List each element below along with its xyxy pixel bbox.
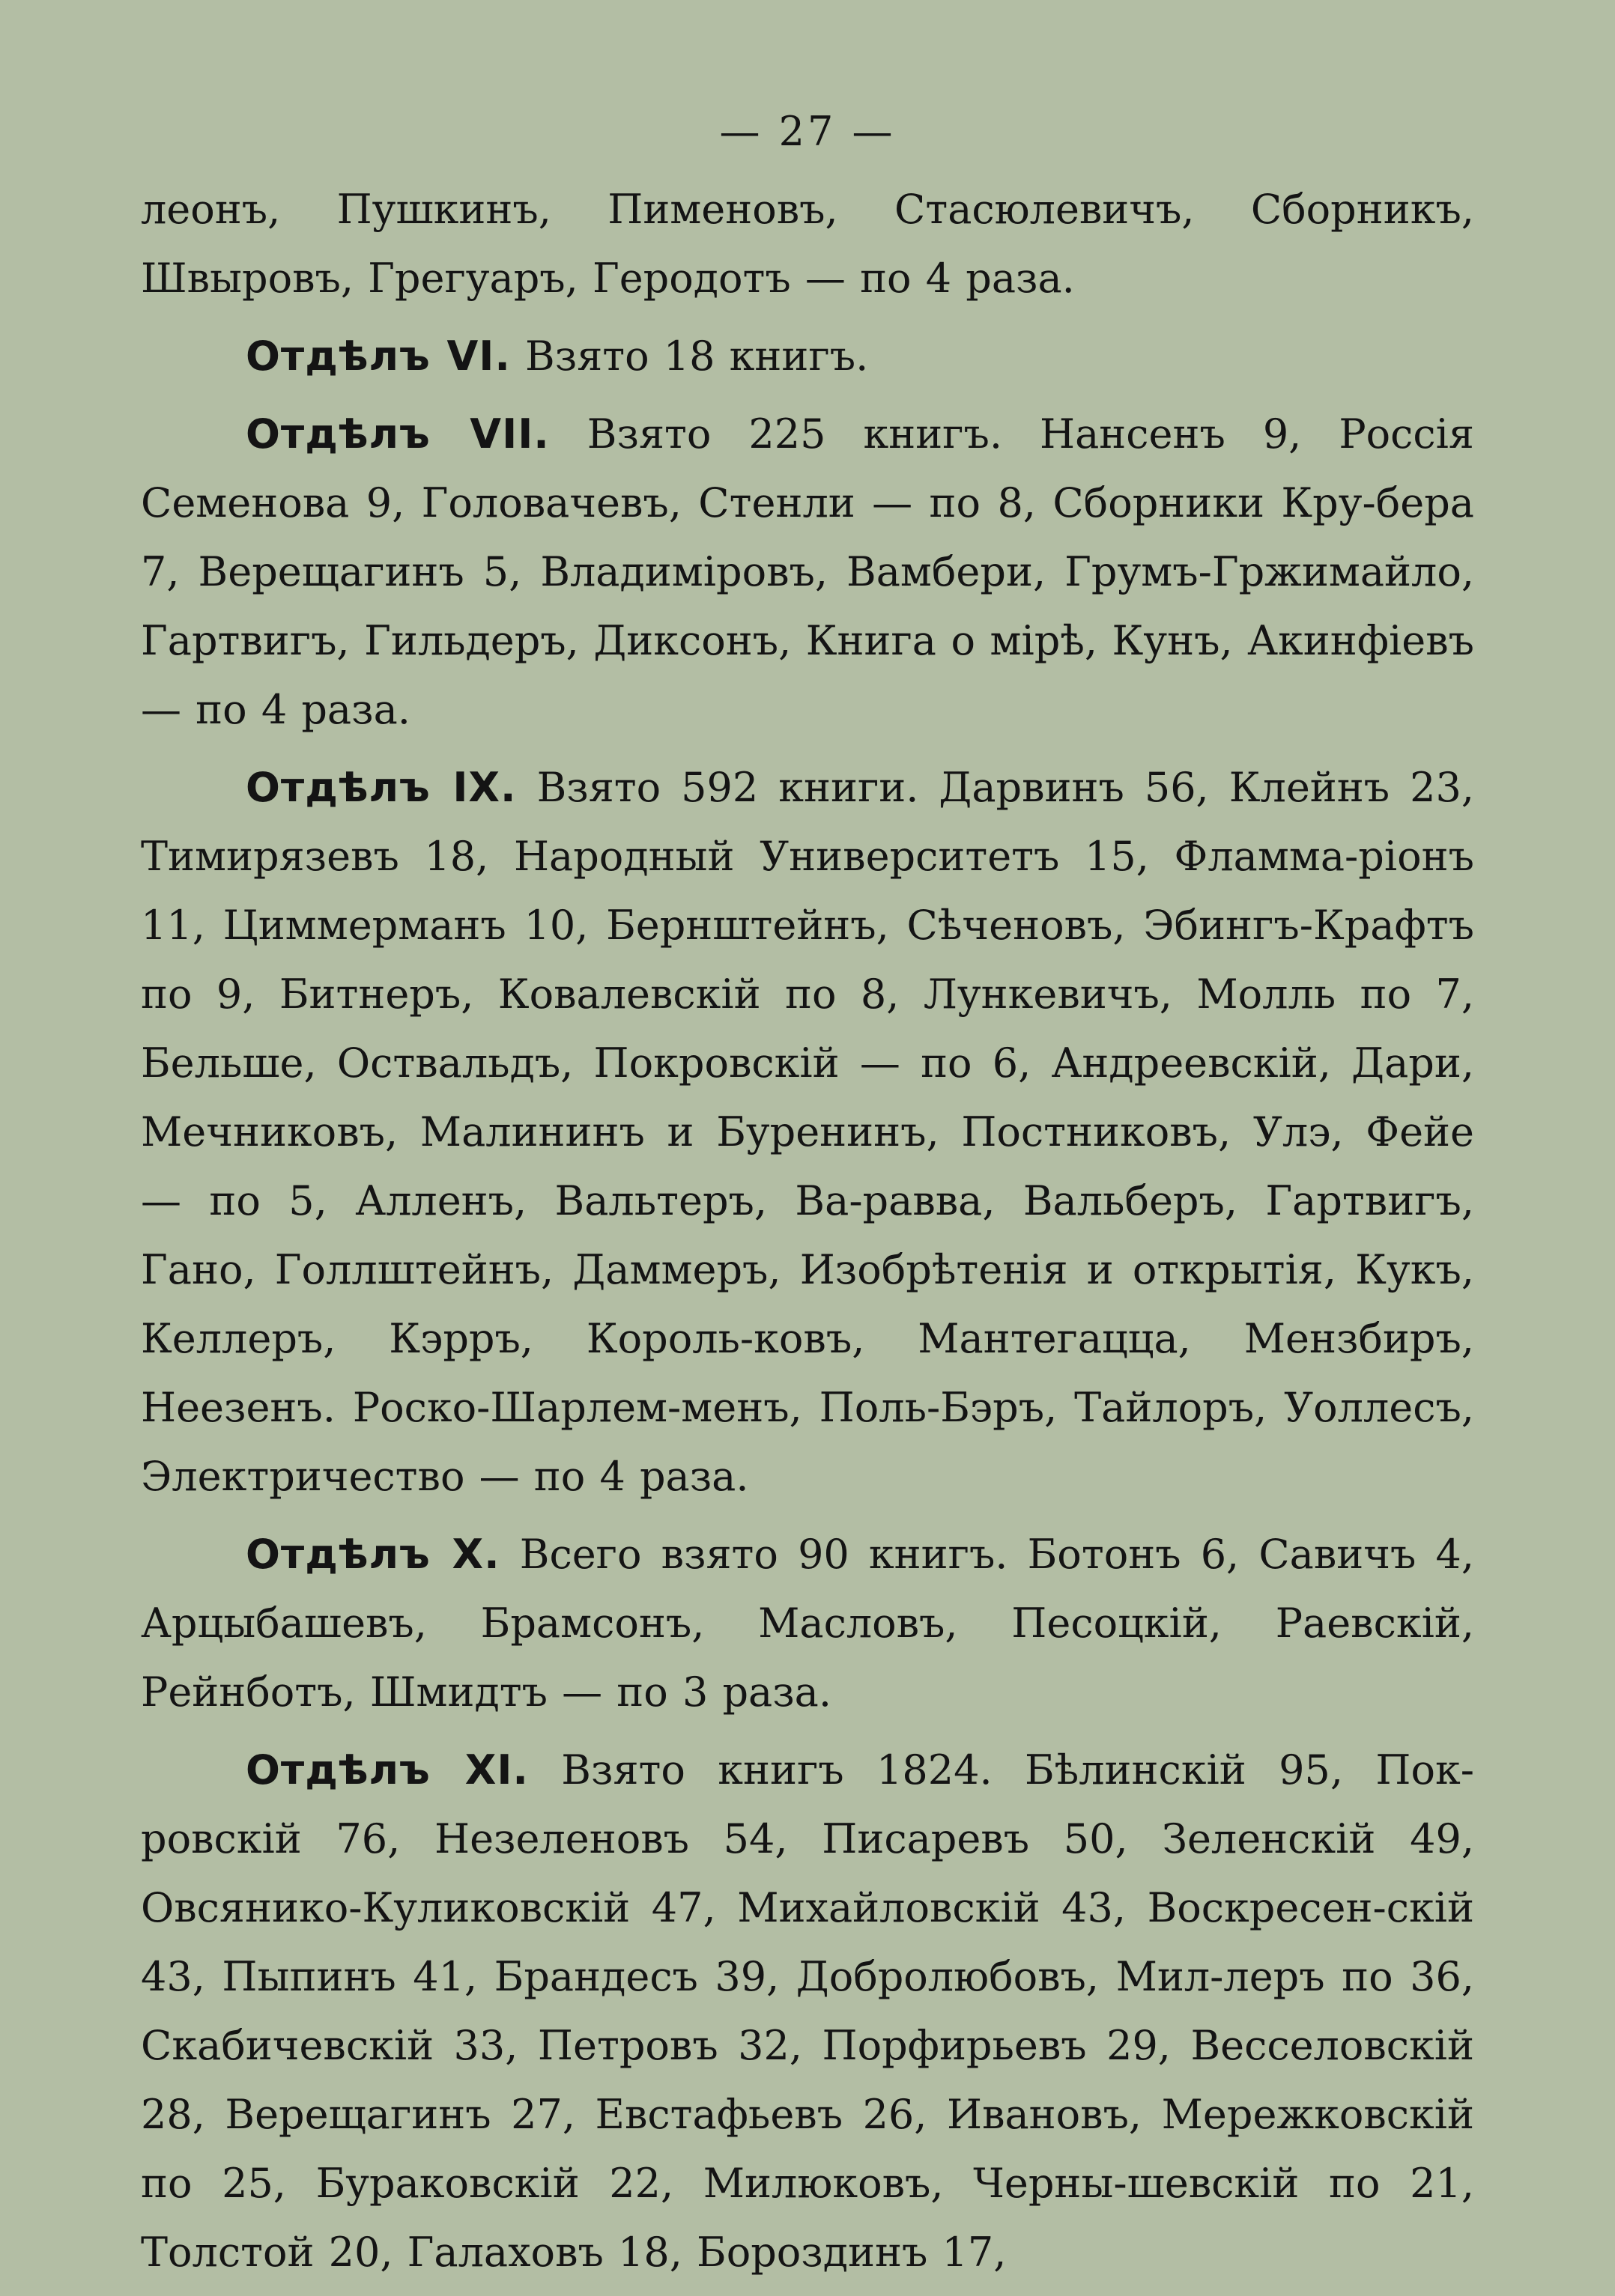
paragraph-lead: Отдѣлъ XI. bbox=[246, 1746, 529, 1794]
paragraph-text: Взято 18 книгъ. bbox=[510, 332, 869, 380]
paragraph-lead: Отдѣлъ IX. bbox=[246, 764, 517, 811]
paragraph-text: Взято книгъ 1824. Бѣлинскій 95, Пок-ровскій 76, Незеленовъ 54, Писаревъ 50, Зеленскій 49, Овсянико-Куликовскій 47, Михайловскій 43, Воскресен-скій 43, Пыпинъ 41, Брандесъ 39, Добролюбовъ, Мил-леръ по 36, Скабичевскій 33, Петровъ 32, Порфирьевъ 29, Весселовскій 28, Верещагинъ 27, Евстафьевъ 26, Ивановъ, Мережковскій по 25, Бураковскій 22, Милюковъ, Черны-шевскій по 21, Толстой 20, Галаховъ 18, Бороздинъ 17, bbox=[141, 1746, 1475, 2276]
paragraph-lead: Отдѣлъ VI. bbox=[246, 332, 511, 380]
paragraph-section-vii bbox=[141, 400, 1474, 744]
paragraph-section-x bbox=[141, 1520, 1474, 1727]
paragraph-text: Взято 592 книги. Дарвинъ 56, Клейнъ 23, Тимирязевъ 18, Народный Университетъ 15, Фламма-ріонъ 11, Циммерманъ 10, Бернштейнъ, Сѣченовъ, Эбингъ-Крафтъ по 9, Битнеръ, Ковалевскій по 8, Лункевичъ, Молль по 7, Бельше, Оствальдъ, Покровскій — по 6, Андреевскій, Дари, Мечниковъ, Малининъ и Буренинъ, Постниковъ, Улэ, Фейе — по 5, Алленъ, Вальтеръ, Ва-равва, Вальберъ, Гартвигъ, Гано, Голлштейнъ, Даммеръ, Изобрѣтенія и открытія, Кукъ, Келлеръ, Кэрръ, Король-ковъ, Мантегацца, Мензбиръ, Неезенъ. Роско-Шарлем-менъ, Поль-Бэръ, Тайлоръ, Уоллесъ, Электричество — по 4 раза. bbox=[141, 764, 1474, 1500]
paragraph-text: леонъ, Пушкинъ, Пименовъ, Стасюлевичъ, Сборникъ, Швыровъ, Грегуаръ, Геродотъ — по 4 раза. bbox=[141, 186, 1474, 302]
paragraph-section-xi bbox=[141, 1736, 1474, 2287]
page-number: — 27 — bbox=[719, 108, 896, 155]
paragraph-section-vi bbox=[141, 322, 1474, 391]
paragraph-continuation bbox=[141, 175, 1474, 313]
paragraph-section-ix bbox=[141, 753, 1474, 1511]
paragraph-text: Всего взято 90 книгъ. Ботонъ 6, Савичъ 4, Арцыбашевъ, Брамсонъ, Масловъ, Песоцкій, Раевскій, Рейнботъ, Шмидтъ — по 3 раза. bbox=[141, 1531, 1474, 1716]
paragraph-lead: Отдѣлъ X. bbox=[246, 1531, 500, 1578]
document-page bbox=[141, 97, 1474, 2296]
paragraph-text: Взято 225 книгъ. Нансенъ 9, Россія Семенова 9, Головачевъ, Стенли — по 8, Сборники Кру-бера 7, Верещагинъ 5, Владиміровъ, Вамбери, Грумъ-Гржимайло, Гартвигъ, Гильдеръ, Диксонъ, Книга о мірѣ, Кунъ, Акинфіевъ — по 4 раза. bbox=[141, 410, 1475, 733]
paragraph-lead: Отдѣлъ VII. bbox=[246, 410, 550, 458]
